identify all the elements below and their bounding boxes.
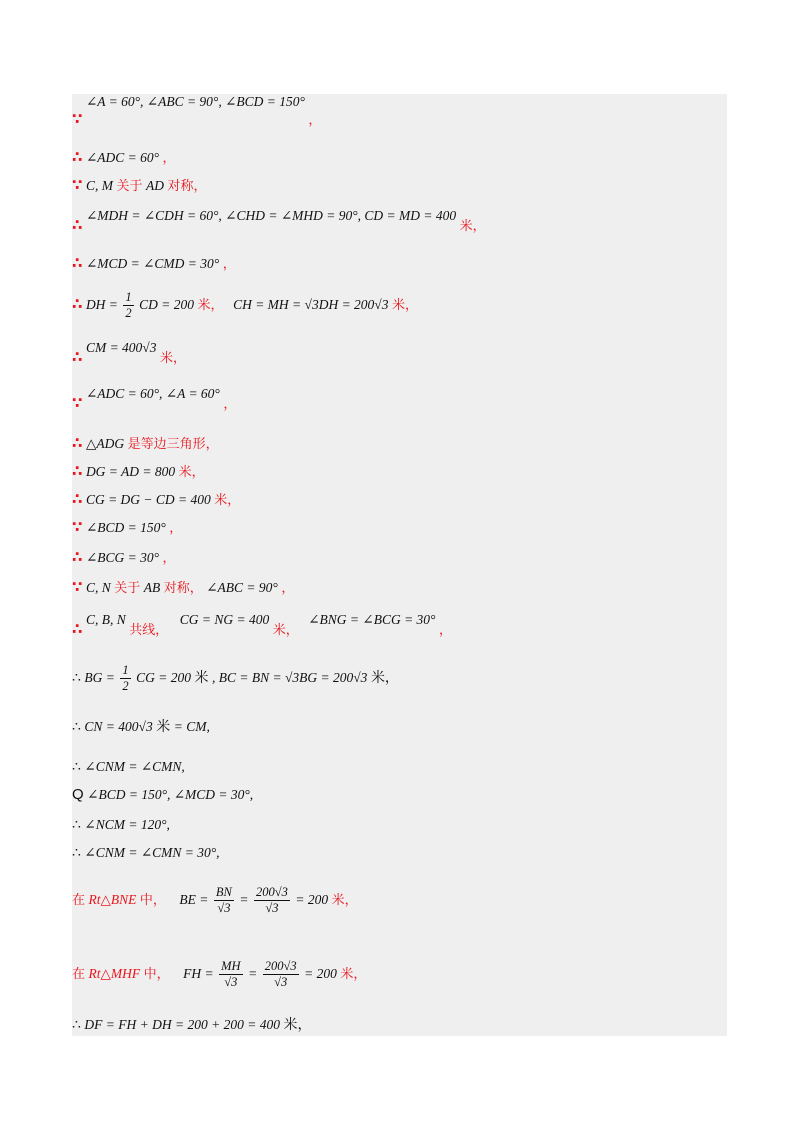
math-expression: ∠BCD = 150° — [85, 520, 166, 535]
unit-text: 米， — [340, 967, 367, 982]
math-expression: = CM, — [173, 719, 210, 734]
therefore-symbol: ∴ — [72, 462, 83, 480]
therefore-symbol: ∴ — [72, 295, 83, 313]
because-symbol: ∵ — [72, 394, 83, 412]
because-symbol: ∵ — [72, 110, 83, 128]
math-expression: CG = 200 — [136, 670, 192, 685]
text: 对称， — [163, 581, 203, 596]
unit-text: 米 — [194, 670, 209, 686]
unit-text: 米， — [214, 493, 241, 508]
numerator: 200√3 — [256, 885, 288, 900]
punctuation: ， — [438, 623, 452, 638]
denominator: √3 — [265, 901, 279, 916]
unit-text: 米， — [159, 351, 186, 366]
solution-document — [72, 94, 727, 1036]
line-22 — [72, 880, 358, 921]
therefore-symbol: ∴ — [72, 434, 83, 452]
therefore-symbol: ∴ — [72, 548, 83, 566]
fraction — [123, 290, 133, 321]
math-expression: CG = DG − CD = 400 — [85, 492, 211, 507]
therefore-symbol: ∴ — [72, 1017, 81, 1033]
line-21 — [72, 844, 220, 863]
line-4 — [72, 206, 486, 234]
line-15 — [72, 610, 452, 638]
unit-text: 米， — [391, 298, 418, 313]
line-18 — [72, 758, 185, 777]
text: 是等边三角形， — [127, 437, 219, 452]
therefore-symbol: ∴ — [72, 759, 81, 775]
math-expression: CD = 200 — [139, 297, 195, 312]
therefore-symbol: ∴ — [72, 670, 81, 686]
math-expression: CM = 400√3 — [85, 340, 157, 355]
text: 共线， — [129, 623, 169, 638]
denominator: 2 — [122, 679, 129, 694]
math-expression: C, B, N — [85, 612, 126, 627]
text: 在 — [72, 967, 86, 982]
because-symbol: ∵ — [72, 518, 83, 536]
math-expression: ∠MCD = ∠CMD = 30° — [85, 256, 220, 271]
line-14 — [72, 578, 294, 598]
punctuation: ， — [308, 113, 322, 128]
line-13 — [72, 548, 176, 568]
line-1 — [72, 94, 322, 128]
therefore-symbol: ∴ — [72, 845, 81, 861]
math-expression: DF = FH + DH = 200 + 200 = 400 — [84, 1017, 280, 1032]
text: 中， — [143, 967, 170, 982]
line-10 — [72, 462, 205, 482]
unit-text: 米 — [156, 719, 171, 735]
denominator: √3 — [217, 901, 231, 916]
therefore-symbol: ∴ — [72, 254, 83, 272]
math-expression: ∠A = 60°, ∠ABC = 90°, ∠BCD = 150° — [85, 94, 305, 109]
math-expression: C, M — [85, 178, 113, 193]
punctuation: ， — [162, 151, 176, 166]
line-12 — [72, 518, 182, 538]
line-19 — [72, 786, 253, 805]
line-24 — [72, 1016, 311, 1035]
therefore-symbol: ∴ — [72, 216, 83, 234]
line-5 — [72, 254, 236, 274]
text: 在 — [72, 893, 86, 908]
because-symbol: ∵ — [72, 176, 83, 194]
math-expression: = 200 — [295, 892, 329, 907]
denominator: 2 — [125, 306, 132, 321]
therefore-symbol: ∴ — [72, 620, 83, 638]
fraction — [254, 885, 290, 916]
punctuation: ， — [223, 397, 237, 412]
numerator: 200√3 — [264, 959, 297, 974]
math-expression: ∠NCM = 120°, — [84, 817, 170, 832]
unit-text: 米， — [197, 298, 224, 313]
equals-sign: = — [239, 892, 249, 907]
punctuation: ， — [281, 581, 295, 596]
unit-text: 米， — [272, 623, 299, 638]
line-3 — [72, 176, 206, 196]
denominator: √3 — [224, 975, 238, 990]
unit-text: 米， — [178, 465, 205, 480]
line-2 — [72, 148, 176, 168]
therefore-symbol: ∴ — [72, 348, 83, 366]
fraction — [263, 959, 299, 990]
unit-text: 米， — [370, 670, 399, 686]
math-expression: = 200 — [304, 966, 337, 981]
line-20 — [72, 816, 170, 835]
math-expression: ∠BCG = 30° — [85, 550, 160, 565]
math-expression: AB — [143, 580, 161, 595]
punctuation: ， — [169, 521, 183, 536]
because-symbol: ∵ — [72, 578, 83, 596]
text: 中， — [139, 893, 166, 908]
line-11 — [72, 490, 240, 510]
text: 关于 — [116, 179, 143, 194]
unit-text: 米， — [459, 219, 486, 234]
math-expression: BE = — [179, 892, 209, 907]
math-expression: ∠BCD = 150°, ∠MCD = 30°, — [87, 787, 254, 802]
math-expression: Rt△BNE — [88, 892, 137, 907]
line-9 — [72, 434, 219, 454]
line-6 — [72, 286, 418, 324]
numerator: 1 — [122, 663, 129, 678]
math-expression: DH = — [85, 297, 118, 312]
math-expression: FH = — [183, 966, 214, 981]
fraction — [120, 663, 130, 694]
denominator: √3 — [274, 975, 288, 990]
text: 关于 — [114, 581, 141, 596]
therefore-symbol: ∴ — [72, 148, 83, 166]
math-expression: ∠BNG = ∠BCG = 30° — [308, 612, 436, 627]
unit-text: 米， — [283, 1017, 312, 1033]
math-expression: ∠ADC = 60°, ∠A = 60° — [85, 386, 220, 401]
line-8 — [72, 384, 237, 412]
equals-sign: = — [248, 966, 258, 981]
line-16 — [72, 660, 399, 697]
math-expression: CG = NG = 400 — [179, 612, 270, 627]
line-17 — [72, 718, 210, 737]
punctuation: ， — [222, 257, 236, 272]
math-expression: AD — [145, 178, 164, 193]
math-expression: ∠MDH = ∠CDH = 60°, ∠CHD = ∠MHD = 90°, CD = MD = 400 — [85, 208, 457, 223]
because-symbol: Q — [72, 786, 84, 803]
numerator: MH — [221, 959, 241, 974]
therefore-symbol: ∴ — [72, 490, 83, 508]
fraction — [214, 885, 234, 916]
math-expression: ∠CNM = ∠CMN = 30°, — [84, 845, 220, 860]
fraction — [219, 959, 242, 990]
math-expression: CN = 400√3 — [84, 719, 153, 734]
punctuation: ， — [162, 551, 176, 566]
math-expression: ∠ABC = 90° — [206, 580, 278, 595]
numerator: BN — [215, 885, 232, 900]
numerator: 1 — [125, 290, 132, 305]
math-expression: ∠CNM = ∠CMN, — [84, 759, 185, 774]
math-expression: ∠ADC = 60° — [85, 150, 160, 165]
therefore-symbol: ∴ — [72, 817, 81, 833]
therefore-symbol: ∴ — [72, 719, 81, 735]
math-expression: △ADG — [85, 436, 125, 451]
math-expression: C, N — [85, 580, 111, 595]
math-expression: DG = AD = 800 — [85, 464, 176, 479]
text: 对称， — [167, 179, 207, 194]
math-expression: CH = MH = √3DH = 200√3 — [233, 297, 389, 312]
math-expression: Rt△MHF — [88, 966, 141, 981]
math-expression: BG = — [84, 670, 115, 685]
unit-text: 米， — [331, 893, 358, 908]
line-23 — [72, 954, 366, 995]
line-7 — [72, 338, 186, 366]
math-expression: , BC = BN = √3BG = 200√3 — [212, 670, 368, 685]
